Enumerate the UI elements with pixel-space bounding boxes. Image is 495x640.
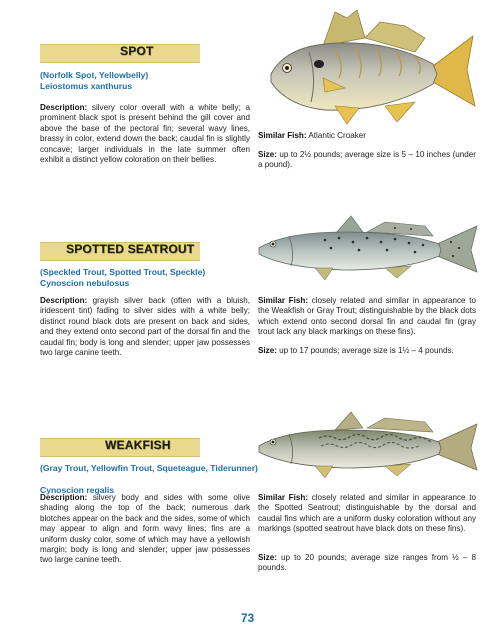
weakfish-alias: (Gray Trout, Yellowfin Trout, Squeteague, Tiderunner) <box>40 463 258 473</box>
weakfish-fish-illustration <box>255 408 480 480</box>
weakfish-title: WEAKFISH <box>105 438 171 452</box>
seatrout-alias: (Speckled Trout, Spotted Trout, Speckle) <box>40 267 206 277</box>
spot-description: Description: silvery color overall with a white belly; a prominent black spot is present behind the gill cover and above the base of the pectoral fin; several wavy lines, brassy in color, extend down the back; caudal fin is slightly concave; larger individuals in the late summer often exhibit a distinct yellow coloration on their bellies. <box>40 103 251 165</box>
seatrout-size: Size: up to 17 pounds; average size is 1½ – 4 pounds. <box>258 346 454 355</box>
spot-fish-illustration <box>265 8 480 128</box>
spot-size: Size: up to 2½ pounds; average size is 5 – 10 inches (under a pound). <box>258 150 477 170</box>
spot-alias: (Norfolk Spot, Yellowbelly) <box>40 70 149 80</box>
seatrout-scientific-name: Cynoscion nebulosus <box>40 278 130 288</box>
seatrout-similar-fish: Similar Fish: closely related and similar in appearance to the Weakfish or Gray Trout; distinguishable by the black dots which extend onto second dorsal fin and caudal fin (gray trout lack any black markings on these fins). <box>258 296 476 337</box>
spot-title: SPOT <box>120 44 154 58</box>
seatrout-title: SPOTTED SEATROUT <box>66 242 195 256</box>
spot-scientific-name: Leiostomus xanthurus <box>40 81 133 91</box>
page-number: 73 <box>240 611 255 625</box>
weakfish-scientific-name: Cynoscion regalis <box>40 485 115 495</box>
spot-similar-fish: Similar Fish: Atlantic Croaker <box>258 131 366 140</box>
spotted-seatrout-fish-illustration <box>255 212 480 282</box>
weakfish-size: Size: up to 20 pounds; average size ranges from ½ – 8 pounds. <box>258 553 477 573</box>
weakfish-description: Description: silvery body and sides with some olive shading along the top of the back; numerous dark blotches appear on the back and the sides, some of which may appear to align and form wavy lines; fins are a uniform dusky color, some of which may have a yellowish margin; body is long and slender; upper jaw possesses two large canine teeth. <box>40 493 250 565</box>
seatrout-description: Description: grayish silver back (often with a bluish, iridescent tint) fading to silver sides with a white belly; distinct round black dots are present on back and sides, and they extend onto second part of the dorsal fin and the caudal fin; body is long and slender; upper jaw possesses two large canine teeth. <box>40 296 250 358</box>
weakfish-similar-fish: Similar Fish: closely related and similar in appearance to the Spotted Seatrout; distinguishable by the dorsal and caudal fins which are a uniform dusky coloration without any markings (spotted seatrout have black dots on these fins). <box>258 493 476 534</box>
